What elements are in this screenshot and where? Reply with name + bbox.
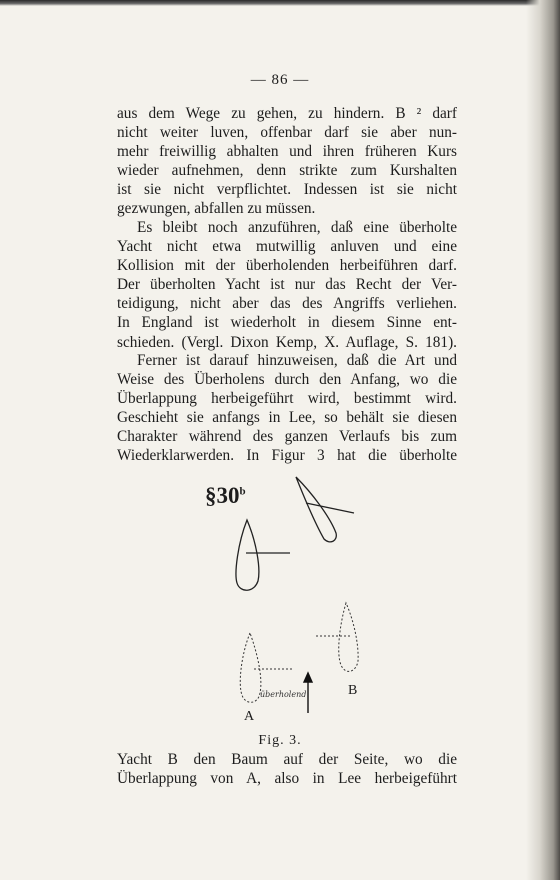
text-line: Yacht nicht etwa mutwillig anluven und eine bbox=[117, 238, 457, 256]
boat-upright bbox=[236, 520, 259, 590]
text-line: wieder aufnehmen, denn strikte zum Kurshalten bbox=[117, 162, 457, 180]
text-line: teidigung, nicht aber das des Angriffs verliehen. bbox=[117, 295, 457, 313]
section-mark: §30$^b$ bbox=[205, 483, 246, 508]
text-line: Überlappung von A, also in Lee herbeigeführt bbox=[117, 770, 457, 788]
text-line: mehr freiwillig abhalten und ihren früheren Kurs bbox=[117, 143, 457, 161]
page-number: — 86 — bbox=[250, 72, 310, 88]
page-top-shadow bbox=[0, 0, 560, 6]
boat-label-b: B bbox=[348, 683, 358, 698]
boat-label-a: A bbox=[244, 709, 255, 724]
text-line: Überlappung herbeigeführt wird, bestimmt wird. bbox=[117, 390, 457, 408]
boat-a-outline bbox=[240, 633, 261, 702]
paragraph-4 bbox=[117, 750, 457, 788]
text-line: Der überholten Yacht ist nur das Recht der Ver- bbox=[117, 276, 457, 294]
paragraph-2 bbox=[117, 218, 457, 352]
boat-b-outline bbox=[339, 603, 358, 671]
figure-3 bbox=[200, 465, 390, 725]
paragraph-3 bbox=[117, 351, 457, 466]
text-line: In England ist wiederholt in diesem Sinne ent- bbox=[117, 314, 457, 332]
text-line: Charakter während des ganzen Verlaufs bis zum bbox=[117, 428, 457, 446]
figure-caption: Fig. 3. bbox=[258, 733, 302, 748]
text-line: Es bleibt noch anzuführen, daß eine überholte bbox=[137, 219, 457, 236]
figure-diagram bbox=[200, 465, 390, 725]
text-line: aus dem Wege zu gehen, zu hindern. B ² darf bbox=[117, 105, 457, 122]
text-line: schieden. (Vergl. Dixon Kemp, X. Auflage, S. 181). bbox=[117, 333, 457, 351]
boom-tilted bbox=[306, 503, 354, 513]
arrow-head bbox=[304, 673, 312, 682]
paragraph-1 bbox=[117, 104, 457, 219]
text-line: Wiederklarwerden. In Figur 3 hat die überholte bbox=[117, 447, 457, 465]
handwritten-label: überholend bbox=[260, 690, 307, 699]
text-line: Weise des Überholens durch den Anfang, wo die bbox=[117, 371, 457, 389]
text-line: ist sie nicht verpflichtet. Indessen ist sie nicht bbox=[117, 181, 457, 199]
text-line: nicht weiter luven, offenbar darf sie aber nun- bbox=[117, 124, 457, 142]
text-line: Ferner ist darauf hinzuweisen, daß die Art und bbox=[137, 352, 457, 369]
text-line: gezwungen, abfallen zu müssen. bbox=[117, 200, 316, 218]
text-line: Yacht B den Baum auf der Seite, wo die bbox=[117, 751, 457, 768]
boat-tilted bbox=[296, 477, 336, 542]
text-line: Kollision mit der überholenden herbeiführen darf. bbox=[117, 257, 457, 275]
text-line: Geschieht sie anfangs in Lee, so behält sie diesen bbox=[117, 409, 457, 427]
